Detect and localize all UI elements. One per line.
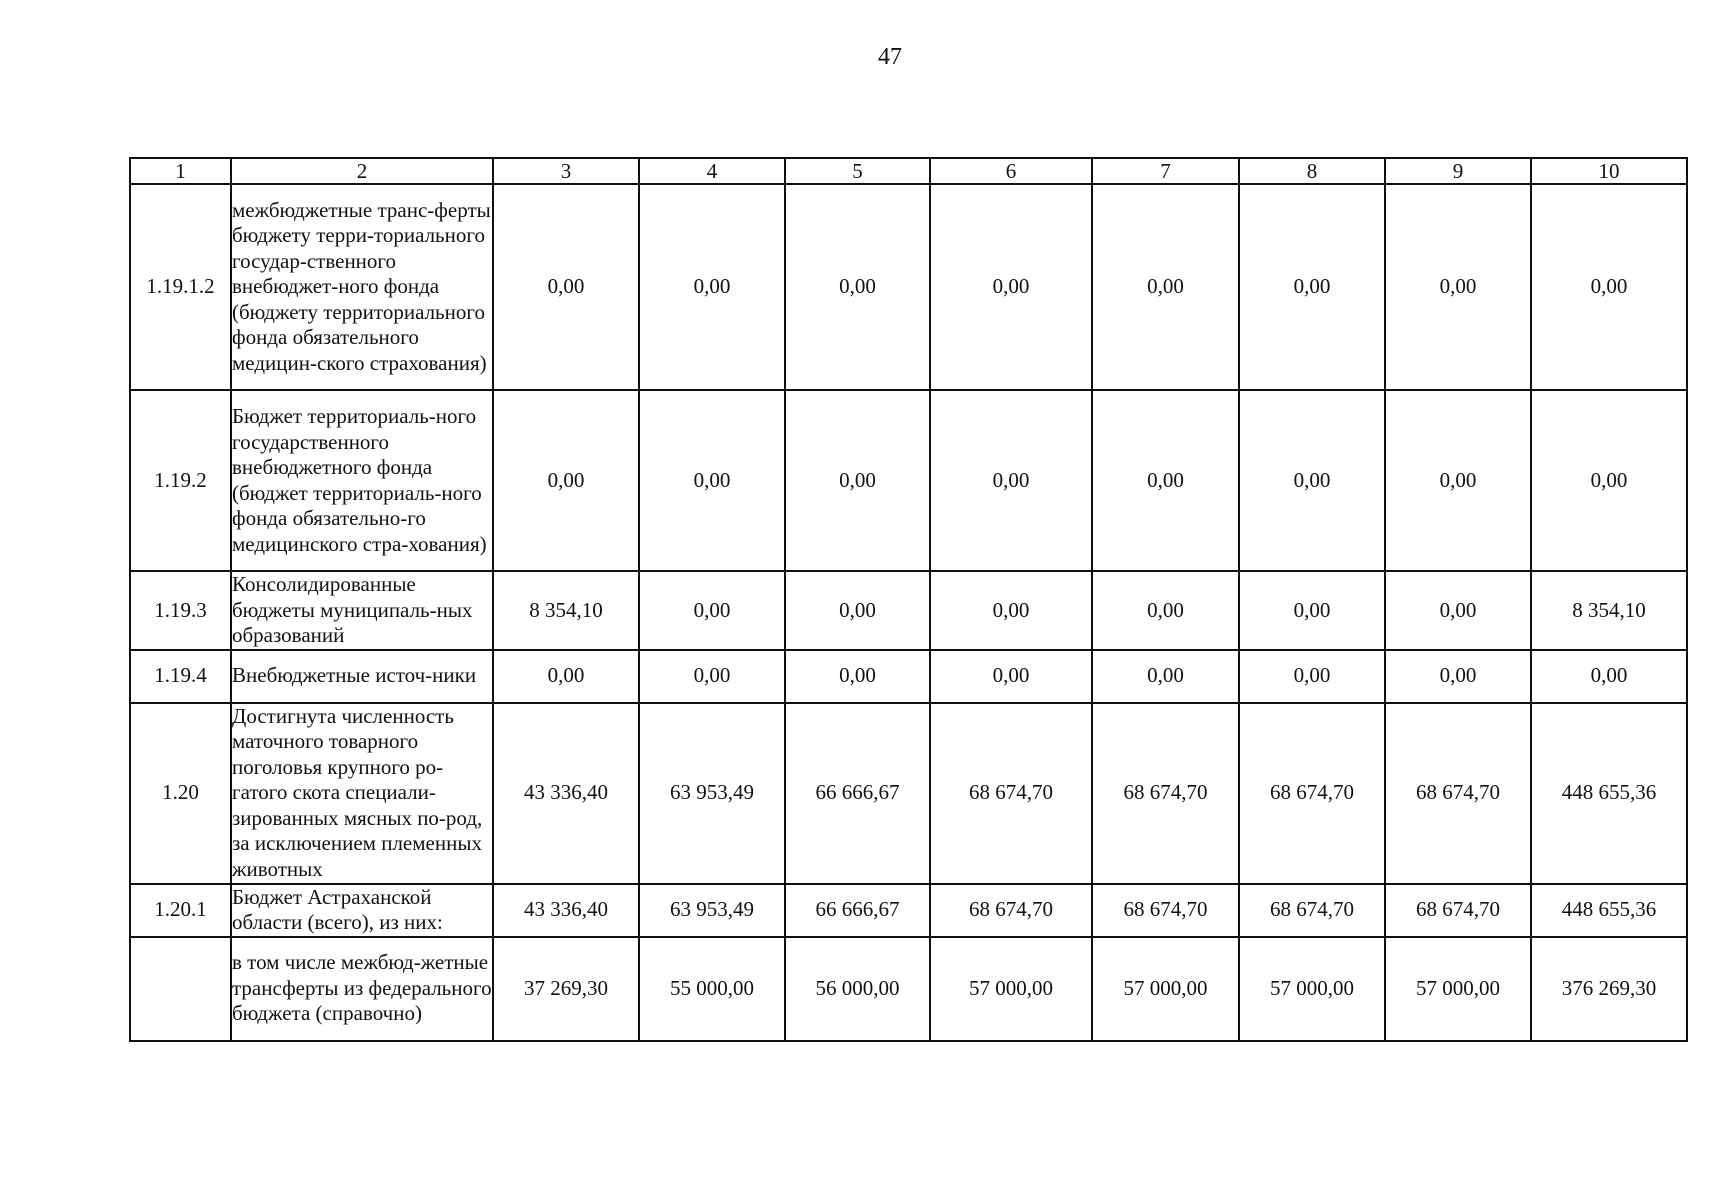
value-cell: 0,00 bbox=[1239, 571, 1385, 650]
value-cell: 43 336,40 bbox=[493, 884, 639, 937]
row-name: Бюджет Астраханской области (всего), из них: bbox=[231, 884, 493, 937]
value-cell: 0,00 bbox=[1092, 184, 1239, 390]
column-number: 5 bbox=[785, 158, 930, 184]
table-row bbox=[130, 390, 1687, 571]
value-cell: 0,00 bbox=[1531, 184, 1687, 390]
table-row bbox=[130, 937, 1687, 1041]
row-code bbox=[130, 937, 231, 1041]
value-cell: 0,00 bbox=[639, 650, 785, 703]
value-cell: 37 269,30 bbox=[493, 937, 639, 1041]
value-cell: 0,00 bbox=[493, 390, 639, 571]
value-cell: 0,00 bbox=[785, 390, 930, 571]
row-code: 1.19.3 bbox=[130, 571, 231, 650]
value-cell: 0,00 bbox=[930, 184, 1092, 390]
value-cell: 57 000,00 bbox=[1092, 937, 1239, 1041]
value-cell: 0,00 bbox=[1531, 650, 1687, 703]
value-cell: 0,00 bbox=[1531, 390, 1687, 571]
value-cell: 68 674,70 bbox=[1092, 703, 1239, 884]
header-row bbox=[130, 158, 1687, 184]
column-number: 10 bbox=[1531, 158, 1687, 184]
value-cell: 0,00 bbox=[930, 571, 1092, 650]
row-code: 1.19.4 bbox=[130, 650, 231, 703]
value-cell: 0,00 bbox=[785, 650, 930, 703]
value-cell: 63 953,49 bbox=[639, 703, 785, 884]
table-row bbox=[130, 703, 1687, 884]
value-cell: 448 655,36 bbox=[1531, 703, 1687, 884]
column-number: 9 bbox=[1385, 158, 1531, 184]
value-cell: 8 354,10 bbox=[1531, 571, 1687, 650]
row-code: 1.19.2 bbox=[130, 390, 231, 571]
table-row bbox=[130, 571, 1687, 650]
value-cell: 0,00 bbox=[930, 650, 1092, 703]
value-cell: 68 674,70 bbox=[930, 884, 1092, 937]
value-cell: 0,00 bbox=[1092, 571, 1239, 650]
value-cell: 68 674,70 bbox=[1092, 884, 1239, 937]
row-name: Бюджет территориаль-ного государственного внебюджетного фонда (бюджет территориаль-ного фонда обязательно-го медицинского стра-хования) bbox=[231, 390, 493, 571]
value-cell: 0,00 bbox=[1239, 390, 1385, 571]
value-cell: 57 000,00 bbox=[930, 937, 1092, 1041]
table-row bbox=[130, 184, 1687, 390]
value-cell: 0,00 bbox=[785, 571, 930, 650]
table-row bbox=[130, 650, 1687, 703]
value-cell: 0,00 bbox=[1385, 650, 1531, 703]
value-cell: 68 674,70 bbox=[1385, 884, 1531, 937]
value-cell: 68 674,70 bbox=[1385, 703, 1531, 884]
row-code: 1.19.1.2 bbox=[130, 184, 231, 390]
value-cell: 68 674,70 bbox=[1239, 703, 1385, 884]
row-name: в том числе межбюд-жетные трансферты из федерального бюджета (справочно) bbox=[231, 937, 493, 1041]
value-cell: 376 269,30 bbox=[1531, 937, 1687, 1041]
column-number: 4 bbox=[639, 158, 785, 184]
column-number: 2 bbox=[231, 158, 493, 184]
value-cell: 0,00 bbox=[493, 184, 639, 390]
value-cell: 56 000,00 bbox=[785, 937, 930, 1041]
row-name: межбюджетные транс-ферты бюджету терри-ториального государ-ственного внебюджет-ного фонда (бюджету территориального фонда обязательного медицин-ского страхования) bbox=[231, 184, 493, 390]
value-cell: 448 655,36 bbox=[1531, 884, 1687, 937]
row-name: Внебюджетные источ-ники bbox=[231, 650, 493, 703]
budget-table bbox=[129, 157, 1688, 1042]
value-cell: 0,00 bbox=[785, 184, 930, 390]
column-number: 7 bbox=[1092, 158, 1239, 184]
value-cell: 66 666,67 bbox=[785, 703, 930, 884]
value-cell: 0,00 bbox=[1092, 390, 1239, 571]
row-name: Консолидированные бюджеты муниципаль-ных образований bbox=[231, 571, 493, 650]
value-cell: 0,00 bbox=[1239, 650, 1385, 703]
value-cell: 57 000,00 bbox=[1385, 937, 1531, 1041]
value-cell: 0,00 bbox=[639, 184, 785, 390]
value-cell: 68 674,70 bbox=[1239, 884, 1385, 937]
value-cell: 0,00 bbox=[1385, 184, 1531, 390]
row-code: 1.20.1 bbox=[130, 884, 231, 937]
value-cell: 8 354,10 bbox=[493, 571, 639, 650]
value-cell: 0,00 bbox=[639, 571, 785, 650]
value-cell: 0,00 bbox=[493, 650, 639, 703]
value-cell: 0,00 bbox=[1385, 390, 1531, 571]
value-cell: 66 666,67 bbox=[785, 884, 930, 937]
row-code: 1.20 bbox=[130, 703, 231, 884]
value-cell: 0,00 bbox=[1239, 184, 1385, 390]
value-cell: 0,00 bbox=[1092, 650, 1239, 703]
value-cell: 0,00 bbox=[639, 390, 785, 571]
value-cell: 63 953,49 bbox=[639, 884, 785, 937]
value-cell: 0,00 bbox=[1385, 571, 1531, 650]
page-number: 47 bbox=[878, 44, 902, 70]
column-number: 8 bbox=[1239, 158, 1385, 184]
column-number: 6 bbox=[930, 158, 1092, 184]
value-cell: 68 674,70 bbox=[930, 703, 1092, 884]
table-row bbox=[130, 884, 1687, 937]
value-cell: 0,00 bbox=[930, 390, 1092, 571]
column-number: 3 bbox=[493, 158, 639, 184]
column-number: 1 bbox=[130, 158, 231, 184]
value-cell: 57 000,00 bbox=[1239, 937, 1385, 1041]
row-name: Достигнута численность маточного товарного поголовья крупного ро-гатого скота специали-зированных мясных по-род, за исключением племенных животных bbox=[231, 703, 493, 884]
value-cell: 43 336,40 bbox=[493, 703, 639, 884]
value-cell: 55 000,00 bbox=[639, 937, 785, 1041]
